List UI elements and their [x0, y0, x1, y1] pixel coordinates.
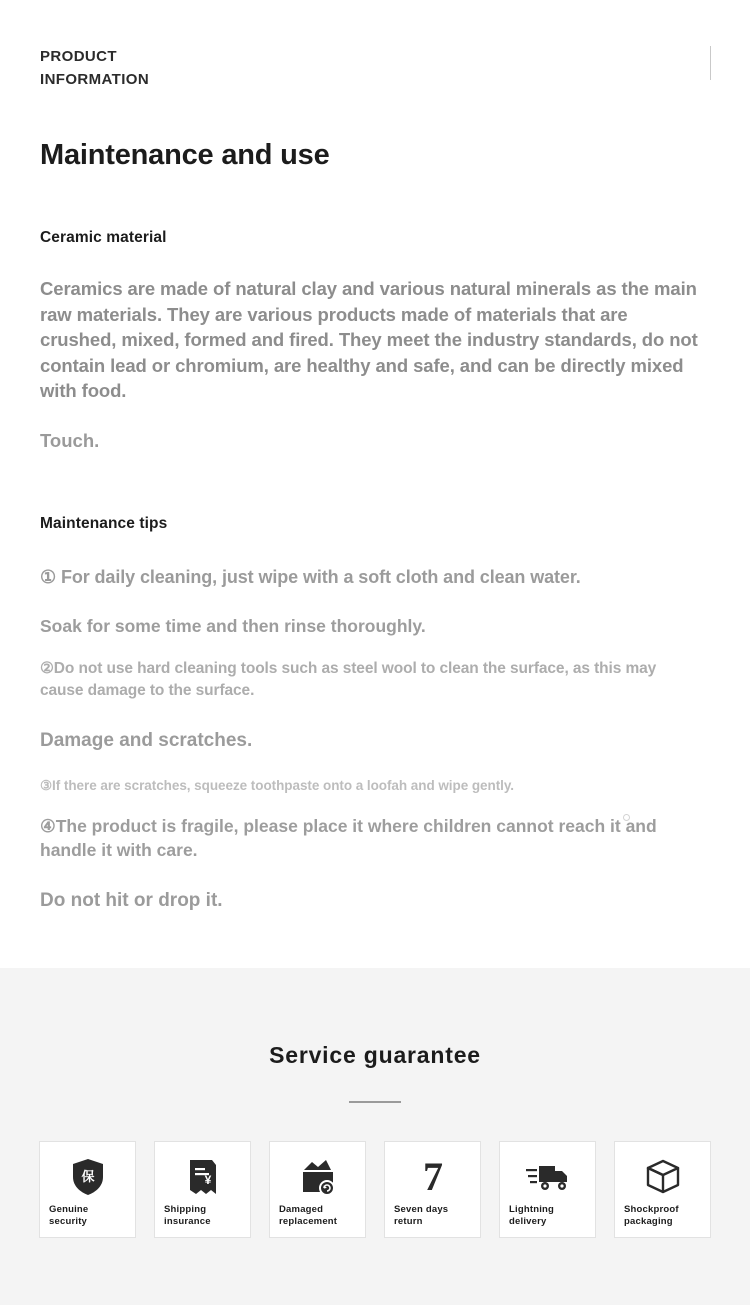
service-card-shockproof-packaging[interactable]: [614, 1141, 711, 1238]
page-title: Maintenance and use: [40, 139, 330, 171]
seven-glyph: 7: [423, 1154, 443, 1199]
seven-days-return-icon: [394, 1153, 472, 1201]
service-card-shipping-insurance[interactable]: [154, 1141, 251, 1238]
shockproof-packaging-icon: [624, 1153, 702, 1201]
service-guarantee-section: [0, 968, 750, 1305]
header-divider: [710, 46, 711, 80]
service-guarantee-title: Service guarantee: [269, 1042, 481, 1068]
section-eyebrow: PRODUCT INFORMATION: [40, 48, 150, 88]
maintenance-tip-1: ① For daily cleaning, just wipe with a soft cloth and clean water.: [40, 566, 581, 587]
maintenance-tip-1-extra: Soak for some time and then rinse thoroughly.: [40, 615, 426, 636]
maintenance-tip-3: ③If there are scratches, squeeze toothpaste onto a loofah and wipe gently.: [40, 777, 515, 793]
ceramic-material-heading: Ceramic material: [40, 229, 167, 246]
service-card-seven-days-return[interactable]: [384, 1141, 481, 1238]
genuine-security-icon: [49, 1153, 127, 1201]
maintenance-tip-2-extra: Damage and scratches.: [40, 729, 253, 751]
service-card-list: [0, 1103, 750, 1238]
service-card-label: Damaged replacement: [279, 1204, 338, 1227]
ceramic-touch-line: Touch.: [40, 429, 100, 451]
service-card-label: Shockproof packaging: [624, 1204, 679, 1227]
service-card-label: Genuine security: [49, 1204, 89, 1227]
service-card-damaged-replacement[interactable]: [269, 1141, 366, 1238]
service-card-label: Lightning delivery: [509, 1204, 555, 1227]
service-card-genuine-security[interactable]: [39, 1141, 136, 1238]
svg-text:¥: ¥: [204, 1173, 212, 1187]
decorative-dot-icon: [623, 814, 630, 821]
service-card-label: Seven days return: [394, 1204, 449, 1227]
maintenance-tip-4-extra: Do not hit or drop it.: [40, 889, 223, 911]
svg-text:保: 保: [81, 1169, 95, 1184]
shipping-insurance-icon: [164, 1153, 242, 1201]
damaged-replacement-icon: [279, 1153, 357, 1201]
lightning-delivery-icon: [509, 1153, 587, 1201]
ceramic-material-paragraph: Ceramics are made of natural clay and various natural minerals as the main raw materials. They are various products made of materials that are crushed, mixed, formed and fired. They meet the industry standards, do not contain lead or chromium, are healthy and safe, and can be directly mixed with food.: [40, 278, 698, 401]
maintenance-tip-4: ④The product is fragile, please place it where children cannot reach it and handle it with care.: [40, 815, 657, 860]
maintenance-tips-heading: Maintenance tips: [40, 514, 168, 532]
service-card-lightning-delivery[interactable]: [499, 1141, 596, 1238]
maintenance-tip-2: ②Do not use hard cleaning tools such as steel wool to clean the surface, as this may cause damage to the surface.: [40, 659, 657, 699]
service-card-label: Shipping insurance: [164, 1204, 211, 1227]
